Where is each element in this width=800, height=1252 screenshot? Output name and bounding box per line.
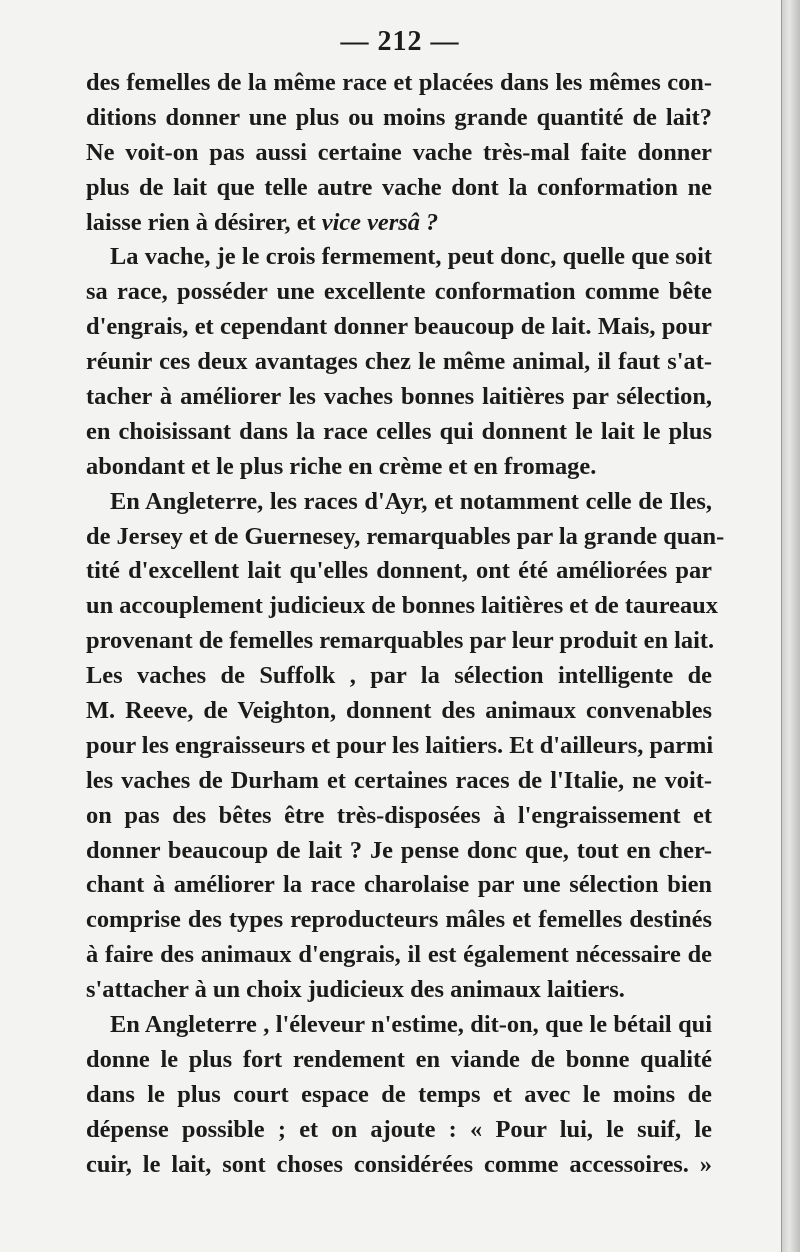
text-line: des femelles de la même race et placées dans les mêmes con- <box>86 69 712 96</box>
text-line: on pas des bêtes être très-disposées à l'engraissement et <box>86 801 712 829</box>
body-text <box>86 66 725 1183</box>
text-line: ditions donner une plus ou moins grande quantité de lait? <box>86 103 712 131</box>
text-line: tacher à améliorer les vaches bonnes laitières par sélection, <box>86 383 712 411</box>
text-line: en choisissant dans la race celles qui donnent le lait le plus <box>86 417 712 445</box>
text-line: Les vaches de Suffolk , par la sélection intelligente de <box>86 662 712 690</box>
text-line: dépense possible ; et on ajoute : « Pour lui, le suif, le <box>86 1115 712 1143</box>
text-line: tité d'excellent lait qu'elles donnent, ont été améliorées par <box>86 557 712 585</box>
text-line: s'attacher à un choix judicieux des animaux laitiers. <box>86 976 625 1004</box>
text-line: cuir, le lait, sont choses considérées comme accessoires. » <box>86 1150 712 1178</box>
italic-phrase: vice versâ ? <box>321 208 439 236</box>
text-line: M. Reeve, de Veighton, donnent des animaux convenables <box>86 697 712 725</box>
text-line: donner beaucoup de lait ? Je pense donc que, tout en cher- <box>86 836 712 864</box>
text-line: plus de lait que telle autre vache dont la conformation ne <box>86 173 712 201</box>
text-line: chant à améliorer la race charolaise par une sélection bien <box>86 871 712 899</box>
paragraph-start-line: En Angleterre, les races d'Ayr, et notamment celle de Iles, <box>110 487 712 515</box>
text-line-segment: laisse rien à désirer, et <box>86 208 322 236</box>
text-line: abondant et le plus riche en crème et en fromage. <box>86 452 597 480</box>
paragraph-start-line: En Angleterre , l'éleveur n'estime, dit-on, que le bétail qui <box>110 1011 712 1039</box>
text-line: de Jersey et de Guernesey, remarquables par la grande quan- <box>86 522 725 550</box>
text-line: pour les engraisseurs et pour les laitiers. Et d'ailleurs, parmi <box>86 731 714 759</box>
text-line-with-italic <box>86 206 712 241</box>
text-line: Ne voit-on pas aussi certaine vache très-mal faite donner <box>86 138 712 166</box>
text-line: dans le plus court espace de temps et avec le moins de <box>86 1080 712 1108</box>
text-line: d'engrais, et cependant donner beaucoup de lait. Mais, pour <box>86 313 712 341</box>
text-line: les vaches de Durham et certaines races de l'Italie, ne voit- <box>86 766 712 794</box>
text-line: provenant de femelles remarquables par leur produit en lait. <box>86 627 715 655</box>
text-line: un accouplement judicieux de bonnes laitières et de taureaux <box>86 592 718 620</box>
text-line: comprise des types reproducteurs mâles et femelles destinés <box>86 906 712 934</box>
text-line: réunir ces deux avantages chez le même animal, il faut s'at- <box>86 348 712 376</box>
text-line: sa race, posséder une excellente conformation comme bête <box>86 278 712 306</box>
paragraph-start-line: La vache, je le crois fermement, peut donc, quelle que soit <box>110 243 712 271</box>
text-line: donne le plus fort rendement en viande de bonne qualité <box>86 1045 712 1073</box>
page-edge <box>781 0 800 1252</box>
text-line: à faire des animaux d'engrais, il est également nécessaire de <box>86 941 712 969</box>
page-number-header: — 212 — <box>340 26 460 57</box>
